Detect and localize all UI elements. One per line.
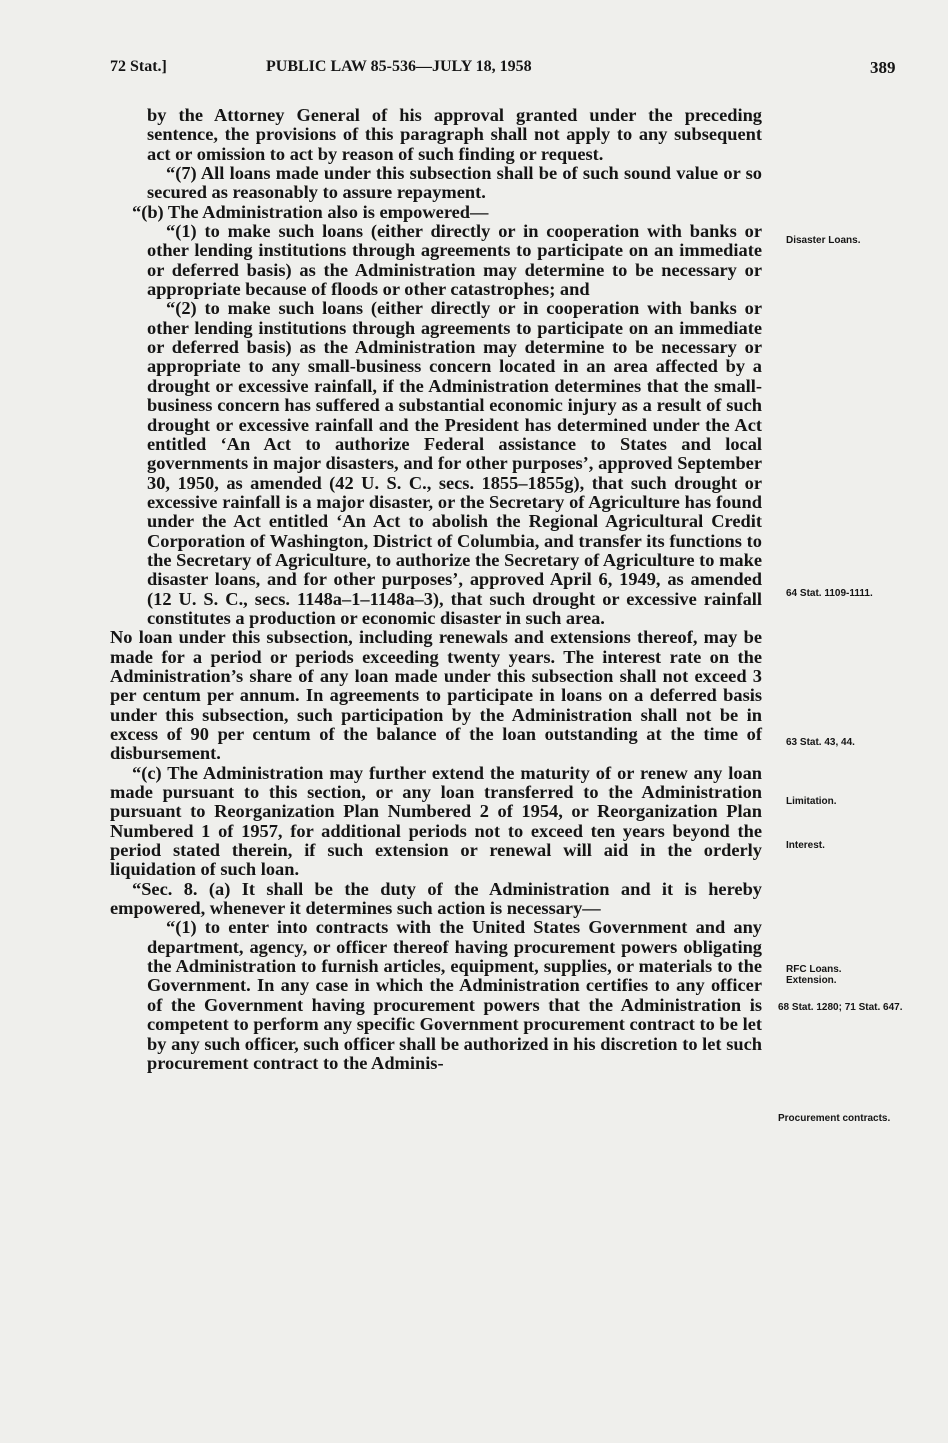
margin-note-limitation: Limitation.: [786, 796, 837, 807]
paragraph-subsection-b: “(b) The Administration also is empowered—: [132, 201, 489, 222]
page-number: 389: [870, 58, 896, 77]
margin-note-rfc-loans: RFC Loans. Extension.: [786, 964, 842, 986]
margin-note-68-stat: 68 Stat. 1280; 71 Stat. 647.: [778, 1002, 903, 1013]
margin-note-disaster-loans: Disaster Loans.: [786, 235, 861, 246]
margin-note-64-stat: 64 Stat. 1109-1111.: [786, 588, 873, 599]
paragraph-sec-8-1: “(1) to enter into contracts with the United States Government and any department, agency, or officer thereof having procurement powers obligating the Administration to furnish articles, equipment, supplies, or materials to the Government. In any case in which the Administration certifies to any officer of the Government having procurement powers that the Administration is competent to perform any specific Government procurement contract to be let by any such officer, such officer shall be authorized in his discretion to let such procurement contract to the Adminis-: [147, 917, 762, 1073]
running-title: PUBLIC LAW 85-536—JULY 18, 1958: [266, 58, 532, 75]
paragraph-continuation: by the Attorney General of his approval granted under the preceding sentence, the provisions of this paragraph shall not apply to any subsequent act or omission to act by reason of such finding or request.: [147, 105, 762, 164]
paragraph-subsection-c: “(c) The Administration may further extend the maturity of or renew any loan made pursuant to this section, or any loan transferred to the Administration pursuant to Reorganization Plan Numbered 2 of 1954, or Reorganization Plan Numbered 1 of 1957, for additional periods not to exceed ten years beyond the period stated therein, if such extension or renewal will aid in the orderly liquidation of such loan.: [110, 762, 762, 880]
paragraph-sec-8: “Sec. 8. (a) It shall be the duty of the Administration and it is hereby empowered, whenever it determines such action is necessary—: [110, 878, 762, 919]
paragraph-subsection-7: “(7) All loans made under this subsection shall be of such sound value or so secured as reasonably to assure repayment.: [147, 163, 762, 203]
volume-reference: 72 Stat.]: [110, 58, 167, 75]
margin-note-procurement: Procurement contracts.: [778, 1113, 891, 1124]
paragraph-b-2: “(2) to make such loans (either directly or in cooperation with banks or other lending institutions through agreements to participate on an immediate or deferred basis) as the Administration may determine to be necessary or appropriate to any small-business concern located in an area affected by a drought or excessive rainfall, if the Administration determines that the small-business concern has suffered a substantial economic injury as a result of such drought or excessive rainfall and the President has determined under the Act entitled ‘An Act to authorize Federal assistance to States and local governments in major disasters, and for other purposes’, approved September 30, 1950, as amended (42 U. S. C., secs. 1855–1855g), that such drought or excessive rainfall is a major disaster, or the Secretary of Agriculture has found under the Act entitled ‘An Act to abolish the Regional Agricultural Credit Corporation of Washington, District of Columbia, and transfer its functions to the Secretary of Agriculture, to authorize the Secretary of Agriculture to make disaster loans, and for other purposes’, approved April 6, 1949, as amended (12 U. S. C., secs. 1148a–1–1148a–3), that such drought or excessive rainfall constitutes a production or economic disaster in such area.: [147, 298, 762, 628]
paragraph-b-1: “(1) to make such loans (either directly or in cooperation with banks or other lending institutions through agreements to participate on an immediate or deferred basis) as the Administration may determine to be necessary or appropriate because of floods or other catastrophes; and: [147, 221, 762, 300]
body-text: [110, 106, 762, 1073]
margin-note-63-stat: 63 Stat. 43, 44.: [786, 737, 855, 748]
margin-note-interest: Interest.: [786, 840, 825, 851]
paragraph-loan-terms: No loan under this subsection, including renewals and extensions thereof, may be made for a period or periods exceeding twenty years. The interest rate on the Administration’s share of any loan made under this subsection shall not exceed 3 per centum per annum. In agreements to participate in loans on a deferred basis under this subsection, such participation by the Administration shall not be in excess of 90 per centum of the balance of the loan outstanding at the time of disbursement.: [110, 627, 762, 764]
